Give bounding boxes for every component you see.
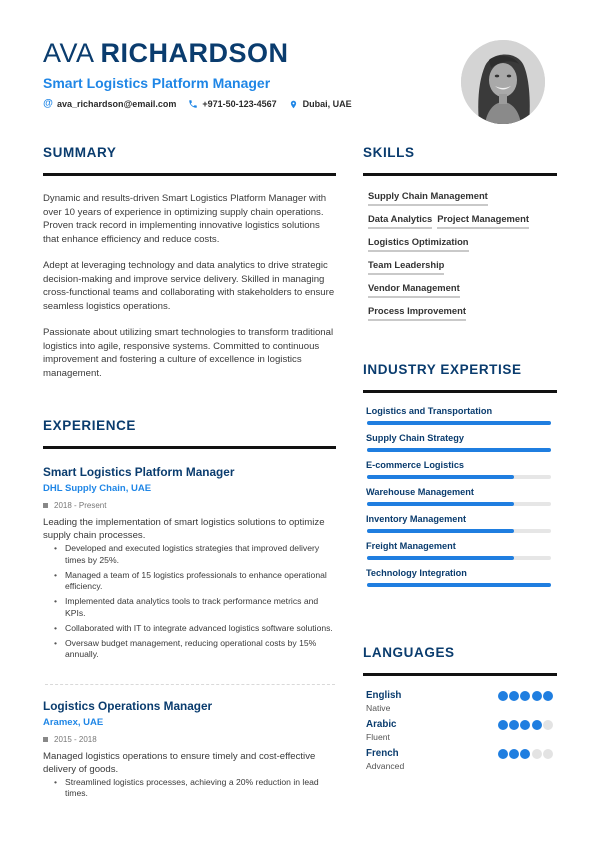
rating-dot-empty	[543, 749, 553, 759]
expertise-progress-fill	[367, 475, 514, 479]
skill-tag: Supply Chain Management	[368, 190, 488, 206]
location-text: Dubai, UAE	[302, 99, 352, 109]
expertise-item	[363, 459, 557, 479]
summary-section	[43, 145, 336, 380]
skill-tag: Process Improvement	[368, 305, 466, 321]
rating-dot-filled	[498, 720, 508, 730]
expertise-label: Logistics and Transportation	[366, 406, 493, 416]
skill-tag: Team Leadership	[368, 259, 444, 275]
language-name: English	[366, 690, 402, 701]
job-divider	[45, 684, 335, 685]
rating-dot-filled	[520, 720, 530, 730]
rating-dot-filled	[532, 691, 542, 701]
language-rating	[497, 720, 553, 744]
expertise-item	[363, 405, 557, 425]
rating-dot-empty	[532, 749, 542, 759]
job-bullet: • Implemented data analytics tools to track performance metrics and KPIs.	[54, 596, 336, 619]
expertise-label: Inventory Management	[366, 514, 467, 524]
expertise-progress-bar	[367, 448, 551, 452]
profile-photo	[461, 40, 545, 124]
job-description: Leading the implementation of smart logistics solutions to optimize supply chain processes.	[43, 517, 325, 541]
at-icon: @	[43, 98, 53, 109]
rating-dot-filled	[509, 720, 519, 730]
expertise-progress-bar	[367, 583, 551, 587]
last-name: RICHARDSON	[100, 38, 289, 68]
expertise-progress-fill	[367, 529, 514, 533]
section-divider	[43, 173, 336, 176]
language-item	[363, 690, 557, 715]
rating-dot-filled	[532, 720, 542, 730]
expertise-item	[363, 486, 557, 506]
skills-section	[363, 145, 557, 328]
job-dates	[43, 734, 336, 745]
experience-section	[43, 418, 336, 803]
contact-info	[43, 97, 443, 111]
expertise-progress-fill	[367, 583, 551, 587]
expertise-item	[363, 432, 557, 452]
job-dates	[43, 500, 336, 511]
expertise-progress-fill	[367, 421, 551, 425]
job-title: Smart Logistics Platform Manager	[43, 75, 271, 91]
job-bullet: • Oversaw budget management, reducing operational costs by 15% annually.	[54, 638, 336, 661]
language-name: French	[366, 748, 399, 759]
location-pin-icon	[289, 99, 299, 110]
expertise-label: Technology Integration	[366, 568, 467, 578]
skill-tag: Data Analytics	[368, 213, 432, 229]
language-name: Arabic	[366, 719, 397, 730]
expertise-item	[363, 513, 557, 533]
language-rating	[497, 749, 553, 773]
candidate-name	[43, 38, 443, 68]
job-company: DHL Supply Chain, UAE	[43, 483, 152, 494]
expertise-item	[363, 540, 557, 560]
job-bullet: • Developed and executed logistics strategies that improved delivery times by 25%.	[54, 543, 336, 566]
job-role: Smart Logistics Platform Manager	[43, 465, 235, 479]
expertise-item	[363, 567, 557, 587]
language-level: Fluent	[366, 732, 390, 742]
summary-heading: SUMMARY	[43, 145, 117, 160]
expertise-progress-bar	[367, 529, 551, 533]
industry-expertise-section	[363, 362, 557, 594]
expertise-progress-fill	[367, 448, 551, 452]
expertise-progress-fill	[367, 556, 514, 560]
expertise-progress-bar	[367, 475, 551, 479]
summary-paragraph: Adept at leveraging technology and data analytics to drive strategic decision-making and improve service delivery. Skilled in managing cross-functional teams and collaborating with stakeholders to ensure seamless logistics operations.	[43, 260, 335, 312]
section-divider	[363, 673, 557, 676]
rating-dot-filled	[509, 691, 519, 701]
phone-icon	[188, 99, 198, 109]
job-bullets	[54, 543, 336, 661]
job-entry	[43, 699, 336, 800]
rating-dot-filled	[543, 691, 553, 701]
contact-phone[interactable]	[188, 97, 276, 111]
skills-heading: SKILLS	[363, 145, 415, 160]
expertise-label: E-commerce Logistics	[366, 460, 465, 470]
contact-location	[289, 97, 352, 111]
language-item	[363, 719, 557, 744]
resume-header	[43, 38, 443, 111]
section-divider	[363, 390, 557, 393]
contact-email[interactable]	[43, 97, 176, 111]
section-divider	[363, 173, 557, 176]
language-rating	[497, 691, 553, 715]
rating-dot-filled	[498, 691, 508, 701]
skill-tag: Project Management	[437, 213, 529, 229]
job-description: Managed logistics operations to ensure timely and cost-effective delivery of goods.	[43, 750, 316, 775]
expertise-list	[363, 405, 557, 587]
skills-list	[363, 190, 557, 321]
job-bullet: • Streamlined logistics processes, achieving a 20% reduction in lead times.	[54, 777, 336, 800]
job-company: Aramex, UAE	[43, 716, 104, 728]
rating-dot-empty	[543, 720, 553, 730]
job-bullet: • Managed a team of 15 logistics professionals to enhance operational efficiency.	[54, 570, 336, 593]
rating-dot-filled	[520, 691, 530, 701]
expertise-label: Warehouse Management	[366, 487, 474, 497]
job-role: Logistics Operations Manager	[43, 698, 213, 713]
skill-tag: Logistics Optimization	[368, 236, 469, 252]
language-item	[363, 748, 557, 773]
expertise-progress-bar	[367, 556, 551, 560]
job-entry	[43, 465, 336, 661]
first-name: AVA	[43, 38, 95, 68]
languages-heading: LANGUAGES	[363, 645, 455, 660]
job-bullet: • Collaborated with IT to integrate advanced logistics software solutions.	[54, 623, 336, 635]
expertise-heading: INDUSTRY EXPERTISE	[363, 362, 522, 377]
job-bullets	[54, 777, 336, 800]
rating-dot-filled	[509, 749, 519, 759]
expertise-progress-bar	[367, 421, 551, 425]
expertise-label: Freight Management	[366, 541, 456, 551]
phone-text: +971-50-123-4567	[202, 99, 277, 109]
section-divider	[43, 446, 336, 449]
job-dates-text: 2018 - Present	[54, 501, 107, 510]
summary-paragraph: Dynamic and results-driven Smart Logistics Platform Manager with over 10 years of experience in optimizing supply chain operations. Proven track record in implementing innovative logistics solutions that enhance efficiency and reduce costs.	[43, 193, 327, 245]
calendar-icon	[43, 503, 48, 508]
languages-section	[363, 645, 557, 777]
language-level: Native	[366, 703, 391, 713]
rating-dot-filled	[520, 749, 530, 759]
language-level: Advanced	[366, 761, 405, 771]
rating-dot-filled	[498, 749, 508, 759]
calendar-icon	[43, 737, 48, 742]
expertise-progress-fill	[367, 502, 514, 506]
skill-tag: Vendor Management	[368, 282, 460, 298]
email-text: ava_richardson@email.com	[57, 99, 177, 109]
languages-list	[363, 690, 557, 773]
expertise-label: Supply Chain Strategy	[366, 433, 465, 443]
job-dates-text: 2015 - 2018	[54, 734, 97, 744]
experience-heading: EXPERIENCE	[43, 418, 137, 433]
summary-paragraph: Passionate about utilizing smart technologies to transform traditional logistics into agile, responsive systems. Committed to continuous improvement and fostering a culture of excellence in logistics management.	[43, 327, 334, 379]
expertise-progress-bar	[367, 502, 551, 506]
